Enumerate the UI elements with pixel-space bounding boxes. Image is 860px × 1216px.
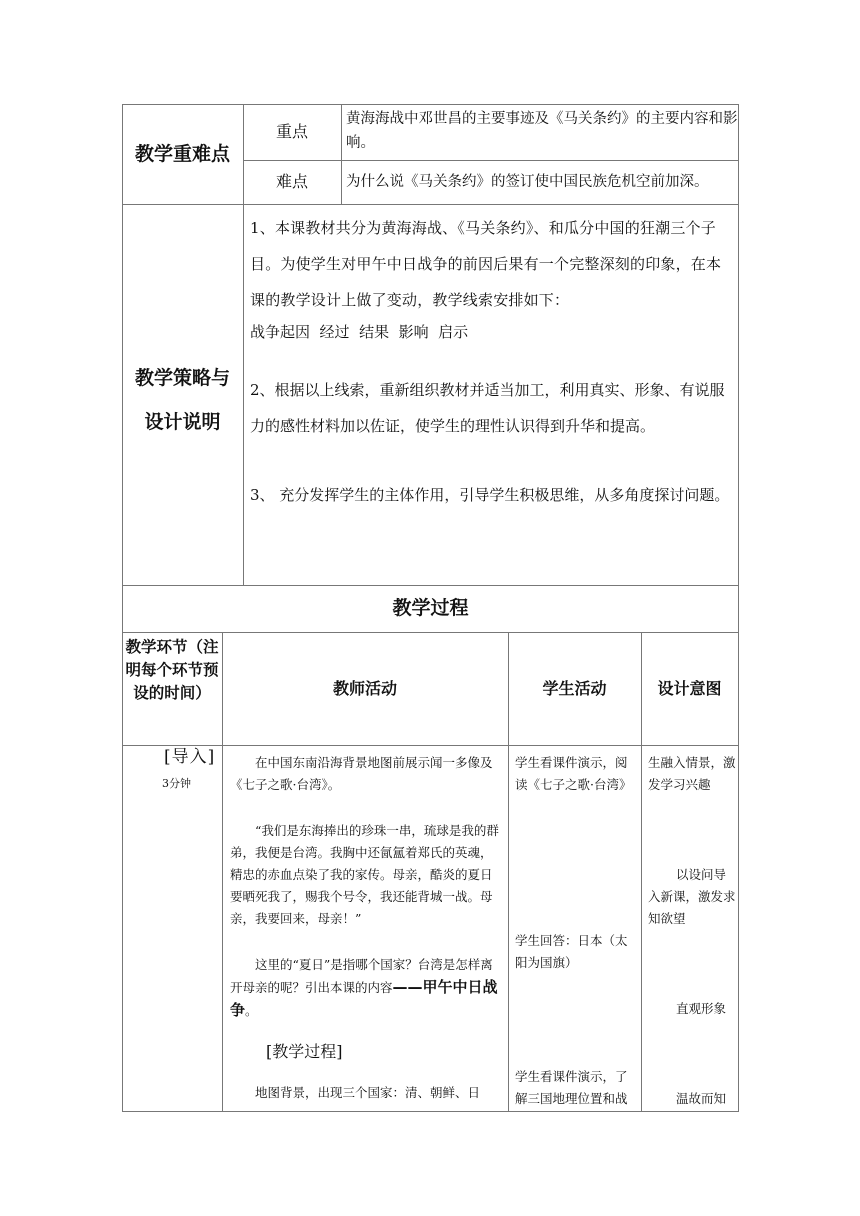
difficulty-text: 为什么说《马关条约》的签订使中国民族危机空前加深。 [346,174,709,190]
teacher-activity-3 [230,954,502,1022]
header-student: 学生活动 [542,679,607,698]
student-activity-2: 学生回答：日本（太阳为国旗） [515,933,628,970]
strategy-label-line2: 设计说明 [144,411,221,433]
intent-3: 直观形象 [676,1001,727,1016]
strategy-clue-line: 战争起因 经过 结果 影响 启示 [250,323,469,341]
stage-intro-label: [导入] [164,747,216,767]
row-divider-keypoints [122,204,739,205]
difficulty-label: 难点 [275,172,308,191]
key-points-label: 教学重难点 [134,143,230,165]
strategy-paragraph-3: 3、 充分发挥学生的主体作用，引导学生积极思维，从多角度探讨问题。 [250,486,730,504]
teacher-activity-3-end: 。 [245,1003,258,1018]
strategy-paragraph-1: 1、本课教材共分为黄海海战、《马关条约》、和瓜分中国的狂潮三个子目。为使学生对甲午中日战争的前因后果有一个完整深刻的印象，在本课的教学设计上做了变动，教学线索安排如下： [250,219,722,309]
header-intent: 设计意图 [657,679,722,698]
student-activity-3: 学生看课件演示，了解三国地理位置和战 [515,1069,628,1106]
teacher-activity-4: 地图背景，出现三个国家：清、朝鲜、日 [255,1085,481,1100]
teacher-subhead: [教学过程] [266,1042,343,1061]
student-activity-1: 学生看课件演示，阅读《七子之歌·台湾》 [515,755,632,792]
col-divider-sublabel [341,104,342,204]
intent-2: 以设问导入新课，激发求知欲望 [648,867,736,926]
teacher-activity-2: “我们是东海捧出的珍珠一串，琉球是我的群弟，我便是台湾。我胸中还氤氲着郑氏的英魂，精忠的赤血点染了我的家传。母亲，酷炎的夏日要晒死我了，赐我个号令，我还能背城一战。母亲，我要回来，母亲！” [230,823,499,926]
process-title: 教学过程 [392,597,469,619]
focus-text: 黄海海战中邓世昌的主要事迹及《马关条约》的主要内容和影响。 [346,111,738,151]
strategy-label-line1: 教学策略与 [134,367,230,389]
header-teacher: 教师活动 [332,679,397,698]
teacher-activity-3-emphasis: ——甲午中日战争 [230,978,498,1019]
strategy-label [122,356,243,444]
focus-label: 重点 [275,122,308,141]
teacher-activity-3-text: 这里的“夏日”是指哪个国家？台湾是怎样离开母亲的呢？引出本课的内容 [230,957,493,995]
stage-intro-time: 3分钟 [162,777,191,790]
strategy-paragraph-2: 2、根据以上线索，重新组织教材并适当加工，利用真实、形象、有说服力的感性材料加以佐证，使学生的理性认识得到升华和提高。 [250,381,725,435]
intent-4: 温故而知 [676,1091,727,1106]
table-border-bottom [122,1111,739,1112]
intent-1: 生融入情景，激发学习兴趣 [648,755,736,792]
teacher-activity-1: 在中国东南沿海背景地图前展示闻一多像及《七子之歌·台湾》。 [230,755,493,792]
stage-intro [128,746,220,790]
header-stage: 教学环节（注明每个环节预设的时间） [125,638,219,702]
